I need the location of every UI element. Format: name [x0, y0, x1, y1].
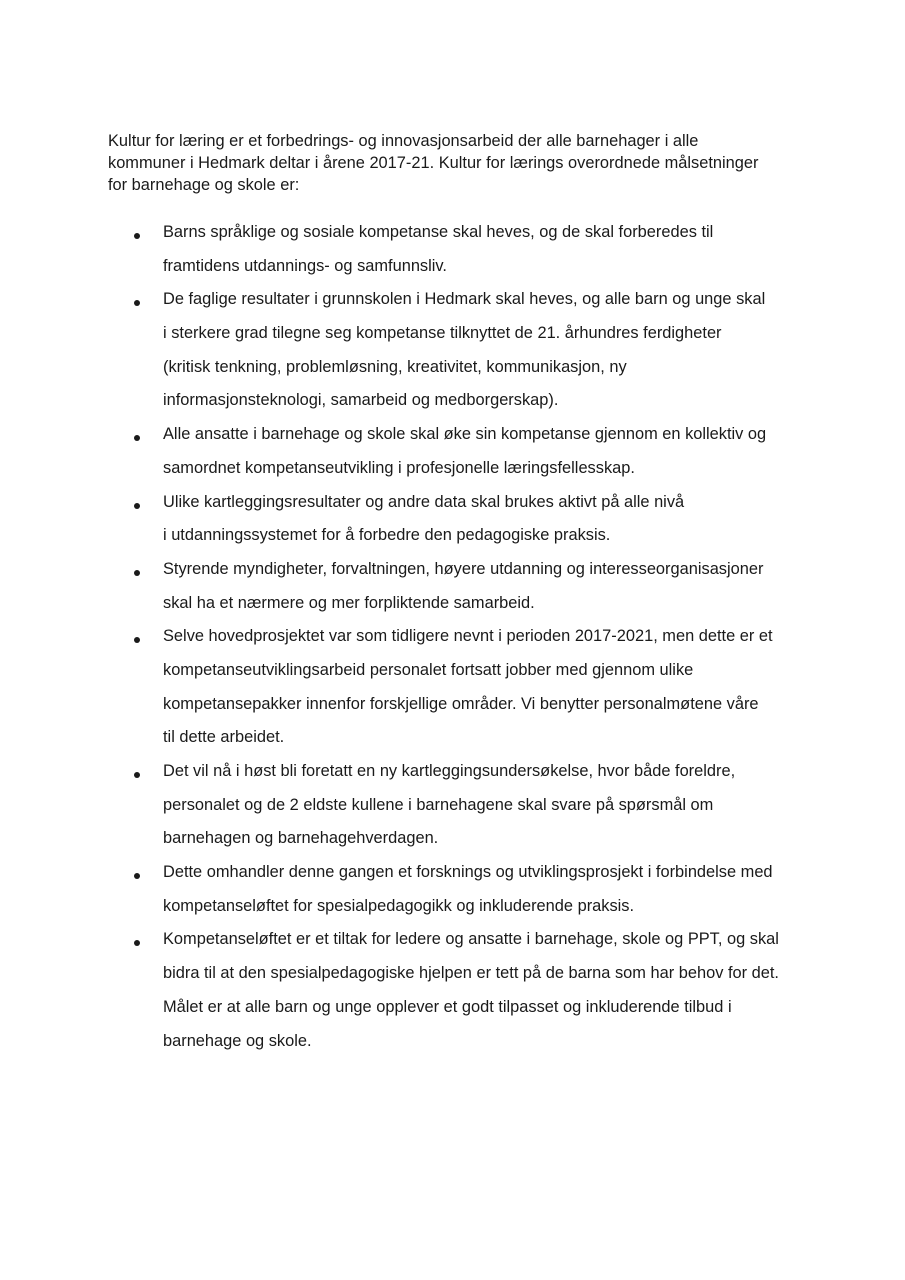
intro-line: kommuner i Hedmark deltar i årene 2017-21. Kultur for lærings overordnede målsetninger — [108, 154, 759, 172]
bullet-icon — [134, 772, 140, 778]
bullet-line: samordnet kompetanseutvikling i profesjonelle læringsfellesskap. — [163, 458, 635, 477]
bullet-line: Dette omhandler denne gangen et forsknings og utviklingsprosjekt i forbindelse med — [163, 863, 773, 882]
bullet-item — [108, 421, 808, 488]
bullet-line: (kritisk tenkning, problemløsning, kreativitet, kommunikasjon, ny — [163, 357, 627, 376]
bullet-item — [108, 556, 808, 623]
bullet-line: Det vil nå i høst bli foretatt en ny kartleggingsundersøkelse, hvor både foreldre, — [163, 762, 736, 780]
bullet-line: kompetansepakker innenfor forskjellige områder. Vi benytter personalmøtene våre — [163, 694, 759, 713]
bullet-line: i sterkere grad tilegne seg kompetanse tilknyttet de 21. århundres ferdigheter — [163, 324, 722, 343]
bullet-line: informasjonsteknologi, samarbeid og medborgerskap). — [163, 391, 559, 410]
bullet-line: kompetanseløftet for spesialpedagogikk og inkluderende praksis. — [163, 896, 635, 915]
bullet-line: Selve hovedprosjektet var som tidligere nevnt i perioden 2017-2021, men dette er et — [163, 627, 773, 646]
bullet-icon — [134, 940, 140, 946]
bullet-line: Kompetanseløftet er et tiltak for ledere og ansatte i barnehage, skole og PPT, og skal — [163, 930, 779, 949]
bullet-line: barnehage og skole. — [163, 1031, 312, 1050]
bullet-line: framtidens utdannings- og samfunnsliv. — [163, 256, 447, 275]
bullet-item — [108, 758, 808, 859]
goals-bullet-list — [108, 219, 808, 1061]
bullet-line: Barns språklige og sosiale kompetanse skal heves, og de skal forberedes til — [163, 223, 714, 241]
bullet-item — [108, 219, 808, 286]
bullet-icon — [134, 503, 140, 509]
bullet-line: Målet er at alle barn og unge opplever et godt tilpasset og inkluderende tilbud i — [163, 997, 732, 1016]
bullet-line: barnehagen og barnehagehverdagen. — [163, 829, 439, 848]
bullet-line: skal ha et nærmere og mer forpliktende samarbeid. — [163, 593, 535, 612]
bullet-line: i utdanningssystemet for å forbedre den pedagogiske praksis. — [163, 526, 611, 545]
bullet-line: De faglige resultater i grunnskolen i Hedmark skal heves, og alle barn og unge skal — [163, 290, 766, 309]
bullet-item — [108, 286, 808, 421]
bullet-line: til dette arbeidet. — [163, 728, 285, 747]
bullet-line: Alle ansatte i barnehage og skole skal øke sin kompetanse gjennom en kollektiv og — [163, 425, 767, 444]
bullet-item — [108, 623, 808, 758]
bullet-line: personalet og de 2 eldste kullene i barnehagene skal svare på spørsmål om — [163, 795, 714, 814]
bullet-item — [108, 926, 808, 1061]
bullet-line: kompetanseutviklingsarbeid personalet fortsatt jobber med gjennom ulike — [163, 660, 694, 679]
bullet-icon — [134, 637, 140, 643]
intro-line: Kultur for læring er et forbedrings- og innovasjonsarbeid der alle barnehager i alle — [108, 132, 699, 150]
bullet-icon — [134, 300, 140, 306]
intro-paragraph — [108, 130, 808, 196]
bullet-line: Styrende myndigheter, forvaltningen, høyere utdanning og interesseorganisasjoner — [163, 559, 764, 578]
bullet-icon — [134, 435, 140, 441]
bullet-icon — [134, 570, 140, 576]
bullet-icon — [134, 873, 140, 879]
intro-line: for barnehage og skole er: — [108, 176, 300, 194]
bullet-item — [108, 489, 808, 556]
bullet-line: Ulike kartleggingsresultater og andre data skal brukes aktivt på alle nivå — [163, 492, 685, 511]
bullet-icon — [134, 233, 140, 239]
bullet-line: bidra til at den spesialpedagogiske hjelpen er tett på de barna som har behov for det. — [163, 964, 779, 983]
bullet-item — [108, 859, 808, 926]
